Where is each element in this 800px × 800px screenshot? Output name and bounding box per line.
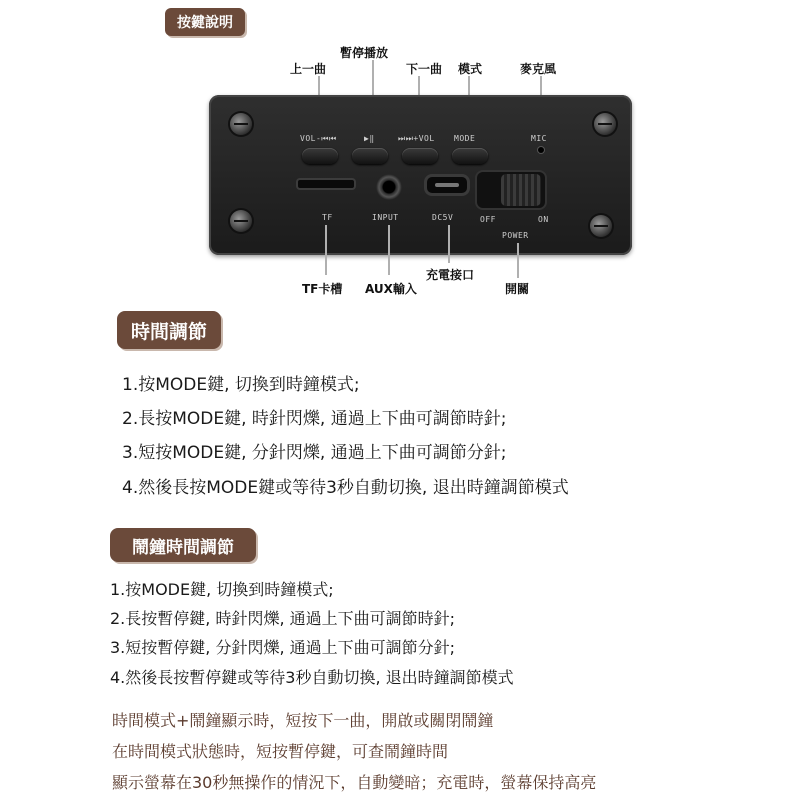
label-play: ▶‖ [364, 134, 375, 143]
aux-input-jack[interactable] [376, 174, 402, 200]
header-label: 按鍵說明 [165, 8, 245, 36]
label-power: POWER [502, 231, 529, 240]
label-vol-prev: VOL-⏮⏮ [300, 134, 337, 143]
callout-aux: AUX輸入 [365, 282, 417, 296]
leader-line-switch [517, 243, 519, 278]
note-3: 顯示螢幕在30秒無操作的情況下，自動變暗；充電時，螢幕保持高亮 [112, 773, 597, 792]
screw-icon [590, 215, 612, 237]
alarm-step-2: 2.長按暫停鍵, 時針閃爍, 通過上下曲可調節時針; [110, 609, 456, 628]
leader-line-charge [448, 225, 450, 263]
time-step-1: 1.按MODE鍵, 切換到時鐘模式; [122, 375, 360, 395]
label-mode: MODE [454, 134, 476, 143]
section-title-time: 時間調節 [117, 311, 221, 349]
device-panel [209, 95, 632, 255]
power-switch[interactable] [477, 172, 545, 208]
callout-switch: 開關 [505, 282, 530, 296]
label-off: OFF [480, 215, 496, 224]
switch-knob[interactable] [501, 174, 541, 206]
time-step-3: 3.短按MODE鍵, 分針閃爍, 通過上下曲可調節分針; [122, 443, 507, 463]
alarm-step-1: 1.按MODE鍵, 切換到時鐘模式; [110, 580, 334, 599]
time-step-4: 4.然後長按MODE鍵或等待3秒自動切換, 退出時鐘調節模式 [122, 478, 569, 498]
label-input: INPUT [372, 213, 399, 222]
screw-icon [594, 113, 616, 135]
screw-icon [230, 210, 252, 232]
callout-mic: 麥克風 [520, 62, 557, 76]
time-step-2: 2.長按MODE鍵, 時針閃爍, 通過上下曲可調節時針; [122, 409, 507, 429]
alarm-step-4: 4.然後長按暫停鍵或等待3秒自動切換, 退出時鐘調節模式 [110, 668, 514, 687]
note-2: 在時間模式狀態時，短按暫停鍵，可查鬧鐘時間 [112, 742, 449, 761]
label-dc: DC5V [432, 213, 454, 222]
label-next-vol: ⏭⏭+VOL [398, 134, 435, 143]
section-title-alarm: 鬧鐘時間調節 [110, 528, 256, 562]
callout-charge: 充電接口 [426, 268, 475, 282]
mode-button[interactable] [452, 148, 488, 164]
label-tf: TF [322, 213, 333, 222]
alarm-step-3: 3.短按暫停鍵, 分針閃爍, 通過上下曲可調節分針; [110, 638, 456, 657]
leader-line-tf [325, 225, 327, 275]
label-mic: MIC [531, 134, 547, 143]
mic-icon [538, 147, 544, 153]
callout-tf-slot: TF卡槽 [302, 282, 343, 296]
note-1: 時間模式+鬧鐘顯示時，短按下一曲，開啟或關閉鬧鐘 [112, 711, 494, 730]
charge-port[interactable] [427, 177, 467, 193]
callout-prev: 上一曲 [290, 62, 327, 76]
label-on: ON [538, 215, 549, 224]
play-pause-button[interactable] [352, 148, 388, 164]
callout-mode: 模式 [458, 62, 483, 76]
vol-prev-button[interactable] [302, 148, 338, 164]
callout-next: 下一曲 [406, 62, 443, 76]
next-vol-button[interactable] [402, 148, 438, 164]
screw-icon [230, 113, 252, 135]
callout-play-pause: 暫停播放 [340, 46, 389, 60]
leader-line-aux [388, 225, 390, 275]
tf-card-slot[interactable] [298, 180, 354, 188]
